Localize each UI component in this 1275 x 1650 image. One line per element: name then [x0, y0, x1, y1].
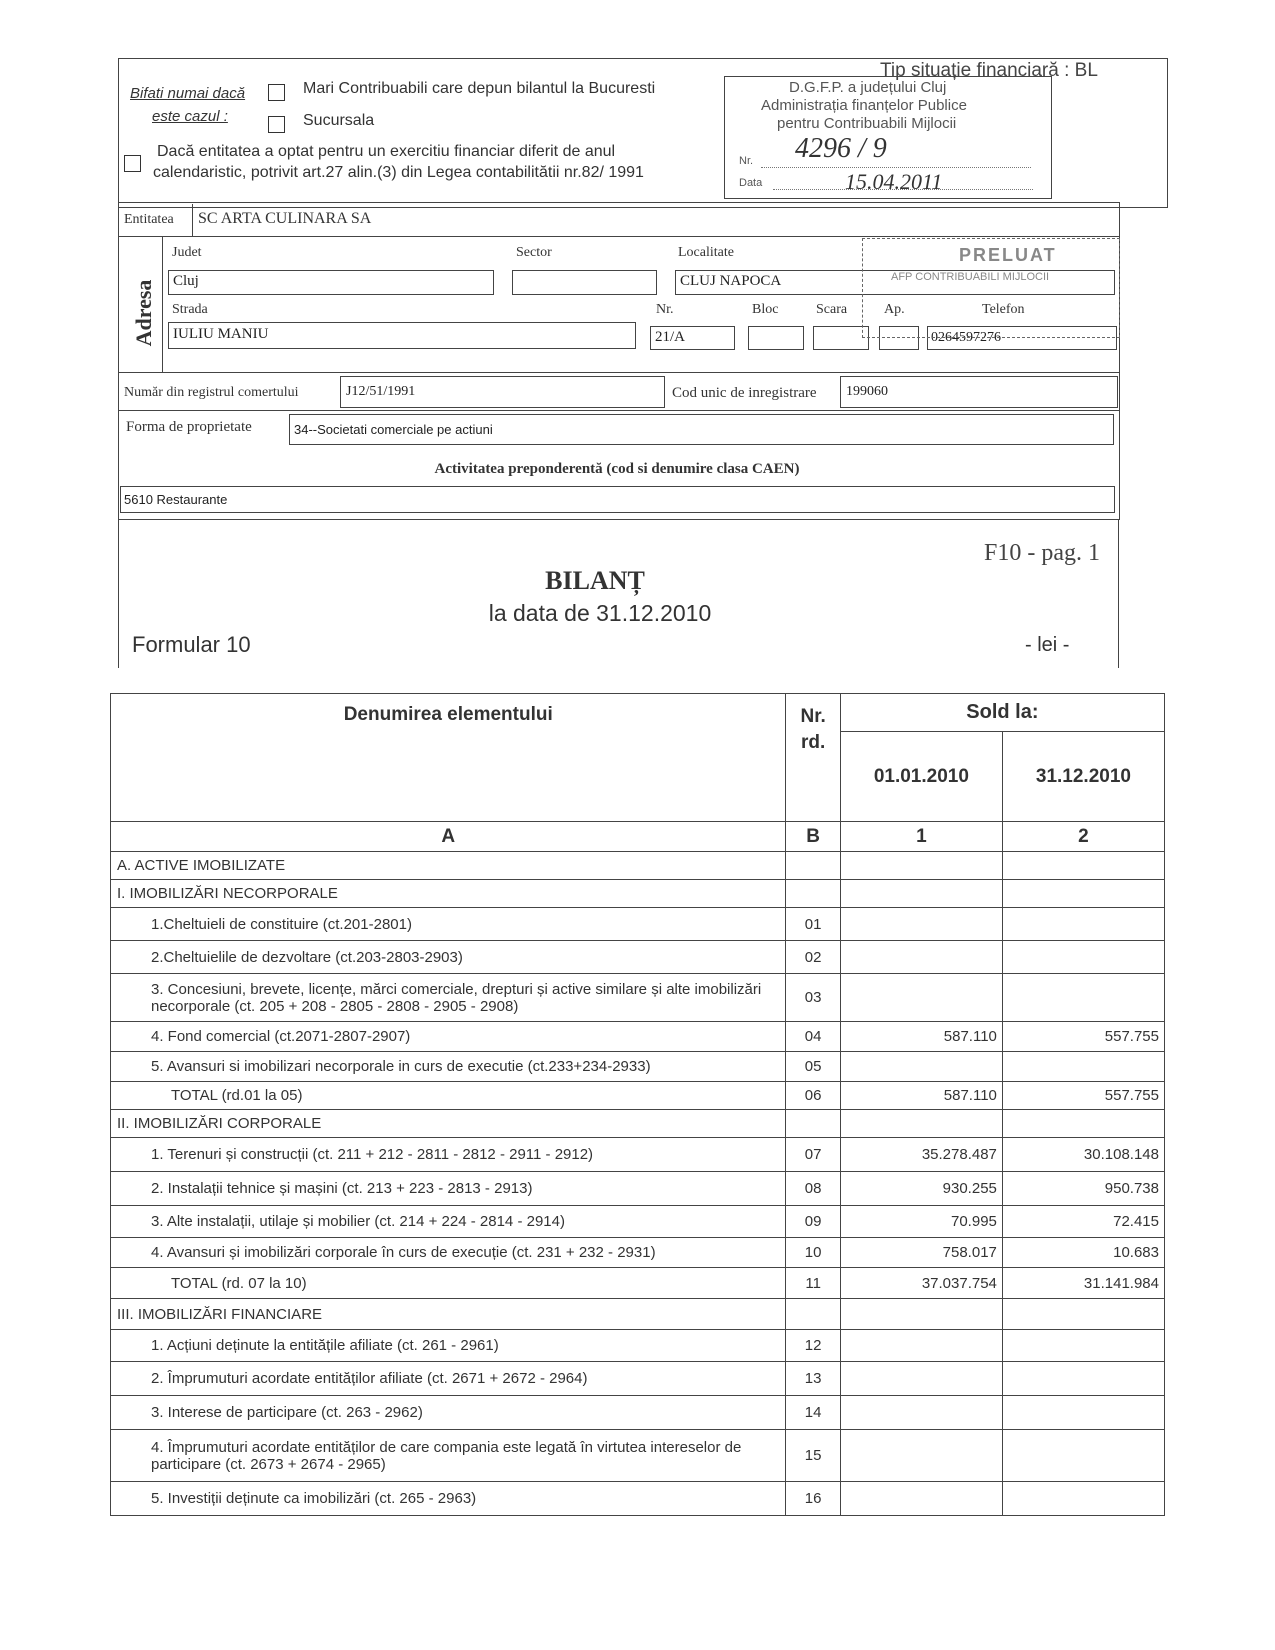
table-row [111, 908, 1165, 941]
localitate-label: Localitate [678, 245, 734, 260]
row-value-2010-12-31: 557.755 [1002, 1022, 1164, 1052]
col-header-date2: 31.12.2010 [1002, 732, 1164, 822]
row-value-2010-01-01: 587.110 [840, 1082, 1002, 1110]
row-label: II. IMOBILIZĂRI CORPORALE [111, 1110, 786, 1138]
registration-stamp [724, 76, 1052, 199]
row-nr [786, 880, 840, 908]
row-nr: 13 [786, 1362, 840, 1396]
row-value-2010-01-01: 35.278.487 [840, 1138, 1002, 1172]
table-row [111, 852, 1165, 880]
row-value-2010-01-01 [840, 1330, 1002, 1362]
table-row [111, 1238, 1165, 1268]
table-row [111, 1430, 1165, 1482]
row-value-2010-12-31 [1002, 1482, 1164, 1516]
strada-value: IULIU MANIU [173, 326, 269, 342]
row-label: 1. Terenuri și construcții (ct. 211 + 212 - 2811 - 2812 - 2911 - 2912) [111, 1138, 786, 1172]
balance-table [110, 693, 1165, 1516]
stamp-nr-label: Nr. [739, 155, 754, 167]
registru-label: Număr din registrul comertului [124, 385, 299, 400]
table-row [111, 974, 1165, 1022]
row-nr: 10 [786, 1238, 840, 1268]
row-label: 4. Fond comercial (ct.2071-2807-2907) [111, 1022, 786, 1052]
proprietate-field[interactable] [289, 414, 1114, 445]
proprietate-value: 34--Societati comerciale pe actiuni [294, 422, 493, 437]
col-header-sold: Sold la: [840, 694, 1164, 732]
stamp-line-3: pentru Contribuabili Mijlocii [777, 115, 957, 132]
exercitiu-text-1: Dacă entitatea a optat pentru un exercitiu financiar diferit de anul [157, 143, 616, 160]
entitatea-label: Entitatea [124, 212, 174, 227]
registru-field[interactable] [340, 376, 665, 408]
judet-value: Cluj [173, 273, 199, 289]
row-value-2010-01-01 [840, 1482, 1002, 1516]
table-row [111, 1330, 1165, 1362]
row-label: 5. Avansuri si imobilizari necorporale in curs de executie (ct.233+234-2933) [111, 1052, 786, 1082]
row-label: 2. Împrumuturi acordate entităților afiliate (ct. 2671 + 2672 - 2964) [111, 1362, 786, 1396]
row-nr: 04 [786, 1022, 840, 1052]
stamp-line-2: Administrația finanțelor Publice [761, 97, 967, 114]
page-ref: F10 - pag. 1 [984, 540, 1100, 566]
row-value-2010-12-31 [1002, 1362, 1164, 1396]
preluat-line-2: AFP CONTRIBUABILI MIJLOCII [891, 271, 1050, 283]
row-value-2010-12-31 [1002, 1430, 1164, 1482]
row-value-2010-12-31 [1002, 1052, 1164, 1082]
col-letter-1: 1 [840, 822, 1002, 852]
row-value-2010-12-31: 31.141.984 [1002, 1268, 1164, 1299]
row-value-2010-01-01 [840, 1052, 1002, 1082]
row-value-2010-01-01 [840, 908, 1002, 941]
row-nr: 06 [786, 1082, 840, 1110]
registru-value: J12/51/1991 [346, 384, 416, 399]
row-nr: 01 [786, 908, 840, 941]
option-mari-label: Mari Contribuabili care depun bilantul la Bucuresti [303, 80, 656, 97]
row-label: 5. Investiții deținute ca imobilizări (ct. 265 - 2963) [111, 1482, 786, 1516]
table-row [111, 1299, 1165, 1330]
row-value-2010-12-31 [1002, 974, 1164, 1022]
checkbox-exercitiu[interactable] [124, 155, 141, 172]
row-label: 2.Cheltuielile de dezvoltare (ct.203-2803-2903) [111, 941, 786, 974]
formular-label: Formular 10 [132, 632, 251, 657]
cui-value: 199060 [846, 384, 888, 399]
table-row [111, 1110, 1165, 1138]
option-sucursala-label: Sucursala [303, 112, 375, 129]
row-label: 3. Concesiuni, brevete, licențe, mărci comerciale, drepturi și active similare și alte imobilizări necorporale (ct. 205 + 208 - 2805 - 2808 - 2905 - 2908) [111, 974, 786, 1022]
activitate-value: 5610 Restaurante [124, 492, 228, 507]
preluat-stamp [862, 238, 1120, 338]
document-subtitle: la data de 31.12.2010 [488, 600, 712, 626]
row-value-2010-12-31: 557.755 [1002, 1082, 1164, 1110]
row-value-2010-01-01 [840, 852, 1002, 880]
col-letter-a: A [111, 822, 786, 852]
row-nr [786, 852, 840, 880]
row-nr: 14 [786, 1396, 840, 1430]
telefon-value: 0264597276 [931, 330, 1001, 345]
strada-label: Strada [172, 302, 208, 317]
row-nr: 07 [786, 1138, 840, 1172]
table-row [111, 941, 1165, 974]
row-label: 1. Acțiuni deținute la entitățile afiliate (ct. 261 - 2961) [111, 1330, 786, 1362]
table-row [111, 880, 1165, 908]
row-label: 4. Avansuri și imobilizări corporale în curs de execuție (ct. 231 + 232 - 2931) [111, 1238, 786, 1268]
nr-value: 21/A [655, 329, 685, 345]
row-value-2010-12-31: 72.415 [1002, 1206, 1164, 1238]
exercitiu-text-2: calendaristic, potrivit art.27 alin.(3) din Legea contabilitătii nr.82/ 1991 [153, 164, 644, 181]
row-nr: 03 [786, 974, 840, 1022]
document-title: BILANȚ [545, 566, 645, 595]
table-row [111, 1206, 1165, 1238]
row-value-2010-01-01: 758.017 [840, 1238, 1002, 1268]
row-value-2010-12-31 [1002, 1396, 1164, 1430]
table-row [111, 1138, 1165, 1172]
stamp-data-value: 15.04.2011 [845, 169, 943, 194]
scara-label: Scara [816, 302, 848, 317]
nr-label: Nr. [656, 302, 674, 317]
row-value-2010-01-01 [840, 1299, 1002, 1330]
bloc-field[interactable] [748, 326, 804, 350]
row-nr: 12 [786, 1330, 840, 1362]
activitate-field[interactable] [120, 486, 1115, 513]
preluat-title: PRELUAT [959, 245, 1057, 265]
col-header-nr: Nr. rd. [786, 694, 840, 822]
row-value-2010-01-01 [840, 1110, 1002, 1138]
row-nr: 11 [786, 1268, 840, 1299]
table-row [111, 1022, 1165, 1052]
ap-label: Ap. [884, 302, 905, 317]
row-value-2010-01-01: 70.995 [840, 1206, 1002, 1238]
row-nr: 08 [786, 1172, 840, 1206]
row-value-2010-01-01: 37.037.754 [840, 1268, 1002, 1299]
row-label: A. ACTIVE IMOBILIZATE [111, 852, 786, 880]
row-nr [786, 1110, 840, 1138]
row-value-2010-01-01 [840, 1396, 1002, 1430]
table-row [111, 1052, 1165, 1082]
row-value-2010-12-31 [1002, 880, 1164, 908]
row-label: III. IMOBILIZĂRI FINANCIARE [111, 1299, 786, 1330]
cui-label: Cod unic de inregistrare [672, 385, 817, 401]
col-header-date1: 01.01.2010 [840, 732, 1002, 822]
sector-label: Sector [516, 245, 552, 260]
stamp-line-1: D.G.F.P. a județului Cluj [789, 79, 947, 96]
activitate-label: Activitatea preponderentă (cod si denumire clasa CAEN) [434, 461, 800, 477]
row-value-2010-12-31: 950.738 [1002, 1172, 1164, 1206]
table-row [111, 1482, 1165, 1516]
row-value-2010-01-01 [840, 1362, 1002, 1396]
row-label: TOTAL (rd.01 la 05) [111, 1082, 786, 1110]
row-nr: 15 [786, 1430, 840, 1482]
col-letter-b: B [786, 822, 840, 852]
table-row [111, 1396, 1165, 1430]
bifati-label-2: este cazul : [152, 108, 228, 125]
stamp-data-label: Data [739, 177, 763, 189]
row-nr: 02 [786, 941, 840, 974]
row-value-2010-12-31: 30.108.148 [1002, 1138, 1164, 1172]
table-row [111, 1082, 1165, 1110]
row-value-2010-12-31 [1002, 852, 1164, 880]
checkbox-sucursala[interactable] [268, 116, 285, 133]
row-nr: 16 [786, 1482, 840, 1516]
proprietate-label: Forma de proprietate [126, 419, 252, 435]
row-value-2010-01-01 [840, 974, 1002, 1022]
col-letter-2: 2 [1002, 822, 1164, 852]
scara-field[interactable] [813, 326, 869, 350]
table-row [111, 1362, 1165, 1396]
row-nr: 09 [786, 1206, 840, 1238]
stamp-nr-dots [761, 167, 1031, 168]
nr-field[interactable] [650, 326, 735, 350]
row-nr: 05 [786, 1052, 840, 1082]
row-value-2010-12-31 [1002, 941, 1164, 974]
row-label: 3. Alte instalații, utilaje și mobilier (ct. 214 + 224 - 2814 - 2914) [111, 1206, 786, 1238]
col-header-name: Denumirea elementului [111, 694, 786, 822]
unit-label: - lei - [1025, 634, 1070, 656]
row-value-2010-01-01 [840, 941, 1002, 974]
row-label: I. IMOBILIZĂRI NECORPORALE [111, 880, 786, 908]
cui-field[interactable] [840, 376, 1118, 408]
localitate-value: CLUJ NAPOCA [680, 273, 782, 289]
row-label: 3. Interese de participare (ct. 263 - 2962) [111, 1396, 786, 1430]
entitatea-value: SC ARTA CULINARA SA [198, 210, 372, 227]
tip-situatie: Tip situație financiară : BL [880, 60, 1098, 81]
judet-label: Judet [172, 245, 202, 260]
checkbox-mari-contribuabili[interactable] [268, 84, 285, 101]
row-label: 2. Instalații tehnice și mașini (ct. 213 + 223 - 2813 - 2913) [111, 1172, 786, 1206]
row-value-2010-01-01: 587.110 [840, 1022, 1002, 1052]
row-value-2010-12-31 [1002, 1330, 1164, 1362]
row-label: 1.Cheltuieli de constituire (ct.201-2801) [111, 908, 786, 941]
judet-field[interactable] [168, 270, 494, 295]
row-value-2010-12-31 [1002, 1110, 1164, 1138]
row-value-2010-01-01: 930.255 [840, 1172, 1002, 1206]
row-value-2010-01-01 [840, 880, 1002, 908]
row-label: 4. Împrumuturi acordate entităților de care compania este legată în virtutea intereselor de participare (ct. 2673 + 2674 - 2965) [111, 1430, 786, 1482]
stamp-nr-value: 4296 / 9 [795, 133, 887, 164]
row-nr [786, 1299, 840, 1330]
row-label: TOTAL (rd. 07 la 10) [111, 1268, 786, 1299]
telefon-label: Telefon [982, 302, 1025, 317]
table-row [111, 1268, 1165, 1299]
bifati-label-1: Bifati numai dacă [130, 85, 246, 102]
row-value-2010-12-31: 10.683 [1002, 1238, 1164, 1268]
adresa-label: Adresa [131, 279, 156, 347]
row-value-2010-12-31 [1002, 1299, 1164, 1330]
sector-field[interactable] [512, 270, 657, 295]
bloc-label: Bloc [752, 302, 779, 317]
row-value-2010-01-01 [840, 1430, 1002, 1482]
strada-field[interactable] [168, 322, 636, 349]
row-value-2010-12-31 [1002, 908, 1164, 941]
table-row [111, 1172, 1165, 1206]
